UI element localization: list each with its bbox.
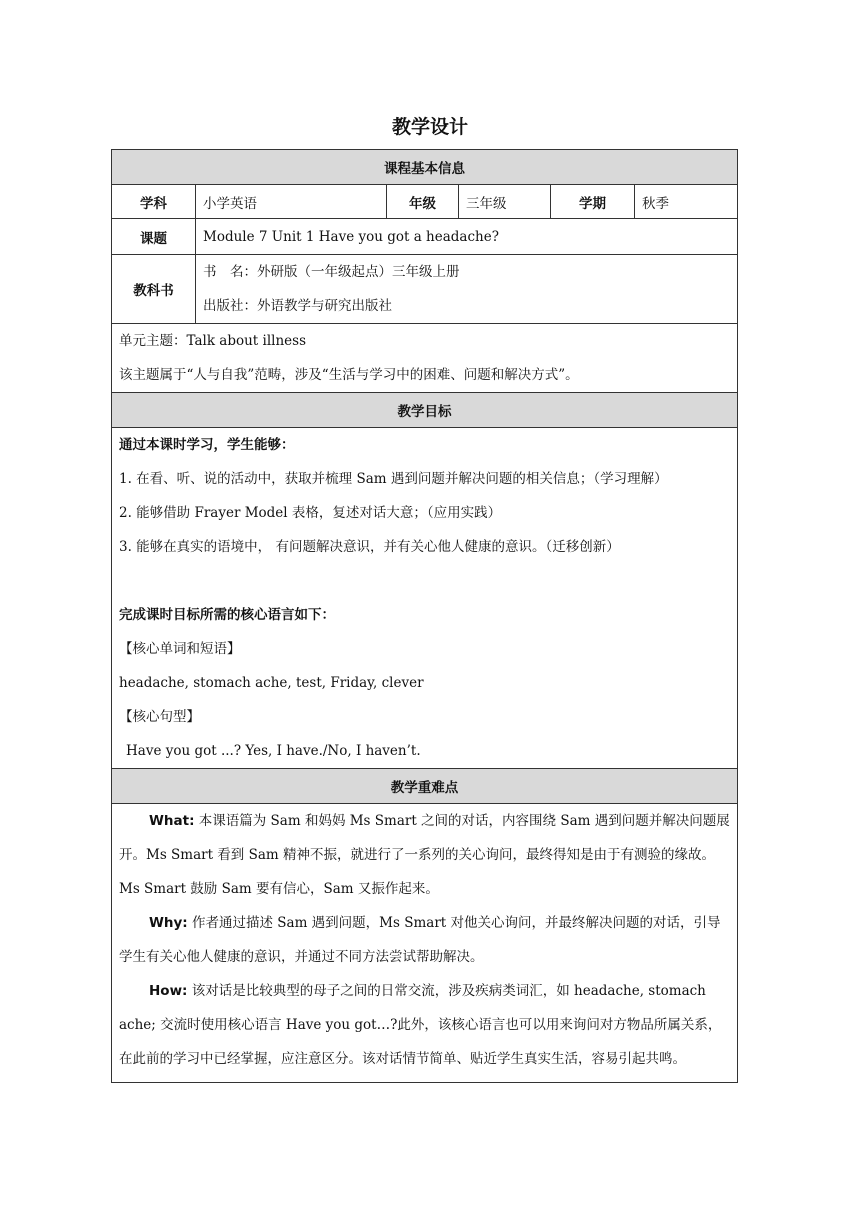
- section-basic-info: [112, 150, 738, 185]
- page-title: 教学设计: [391, 116, 468, 138]
- why-paragraph: [119, 906, 730, 974]
- textbook-label: 教科书: [112, 255, 196, 324]
- spacer: [119, 564, 730, 598]
- how-text: 该对话是比较典型的母子之间的日常交流，涉及疾病类词汇，如 headache, stomach ache; 交流时使用核心语言 Have you got…?此外，该核心语言也可以用来询问对方物品所属关系，在此前的学习中已经掌握，应注意区分。该对话情节简单、贴近学生真实生活，容易引起共鸣。: [119, 983, 722, 1067]
- objectives-row: [112, 428, 738, 769]
- unit-theme-row: [112, 324, 738, 393]
- vocab-list: headache, stomach ache, test, Friday, clever: [119, 675, 424, 691]
- objective-item: 3. 能够在真实的语境中， 有问题解决意识，并有关心他人健康的意识。（迁移创新）: [119, 539, 620, 555]
- term-label: 学期: [551, 185, 635, 219]
- core-language-intro: 完成课时目标所需的核心语言如下：: [119, 607, 335, 623]
- objective-item: 1. 在看、听、说的活动中，获取并梳理 Sam 遇到问题并解决问题的相关信息；（学习理解）: [119, 471, 668, 487]
- why-label: Why:: [149, 915, 188, 931]
- grade-label: 年级: [387, 185, 459, 219]
- unit-theme-desc: 该主题属于“人与自我”范畴，涉及“生活与学习中的困难、问题和解决方式”。: [119, 367, 579, 383]
- section-title-basic-info: 课程基本信息: [112, 150, 738, 185]
- unit-theme: 单元主题：Talk about illness: [119, 333, 307, 349]
- key-points-cell: [112, 804, 738, 1083]
- topic-value: Module 7 Unit 1 Have you got a headache?: [196, 219, 738, 255]
- section-title-key-points: 教学重难点: [112, 769, 738, 804]
- objectives-intro: 通过本课时学习，学生能够：: [119, 437, 295, 453]
- subject-label: 学科: [112, 185, 196, 219]
- grade-value: 三年级: [459, 185, 551, 219]
- topic-label: 课题: [112, 219, 196, 255]
- pattern-text: Have you got ...? Yes, I have./No, I haven’t.: [126, 743, 421, 759]
- topic-row: [112, 219, 738, 255]
- textbook-name: 书 名：外研版（一年级起点）三年级上册: [203, 264, 460, 280]
- key-points-row: [112, 804, 738, 1083]
- what-paragraph: [119, 804, 730, 906]
- section-title-objectives: 教学目标: [112, 393, 738, 428]
- how-paragraph: [119, 974, 730, 1076]
- lesson-design-table: [111, 149, 738, 1083]
- what-label: What:: [149, 813, 195, 829]
- subject-value: 小学英语: [196, 185, 387, 219]
- textbook-publisher: 出版社：外语教学与研究出版社: [203, 298, 392, 314]
- textbook-info: [196, 255, 738, 324]
- textbook-row: [112, 255, 738, 324]
- pattern-heading: 【核心句型】: [119, 709, 200, 725]
- vocab-heading: 【核心单词和短语】: [119, 641, 241, 657]
- objectives-cell: [112, 428, 738, 769]
- section-objectives: [112, 393, 738, 428]
- what-text: 本课语篇为 Sam 和妈妈 Ms Smart 之间的对话，内容围绕 Sam 遇到问题并解决问题展开。Ms Smart 看到 Sam 精神不振，就进行了一系列的关心询问，最终得知是由于有测验的缘故。Ms Smart 鼓励 Sam 要有信心，Sam 又振作起来。: [119, 813, 730, 897]
- unit-theme-cell: [112, 324, 738, 393]
- section-key-points: [112, 769, 738, 804]
- term-value: 秋季: [635, 185, 738, 219]
- how-label: How:: [149, 983, 188, 999]
- objective-item: 2. 能够借助 Frayer Model 表格，复述对话大意；（应用实践）: [119, 505, 502, 521]
- basic-info-row: [112, 185, 738, 219]
- why-text: 作者通过描述 Sam 遇到问题，Ms Smart 对他关心询问，并最终解决问题的对话，引导学生有关心他人健康的意识，并通过不同方法尝试帮助解决。: [119, 915, 721, 965]
